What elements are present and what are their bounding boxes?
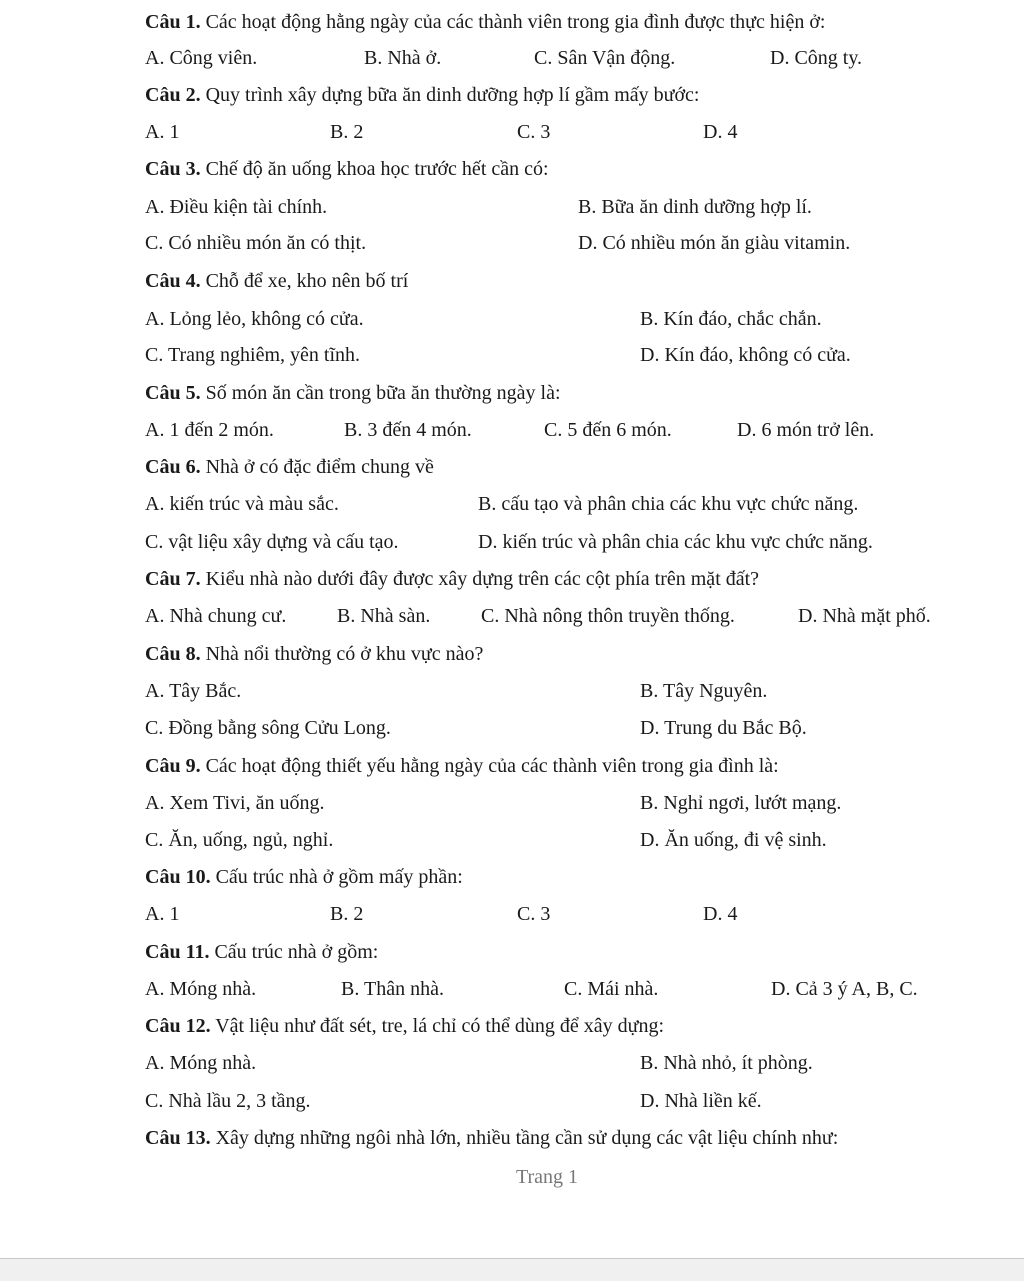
question-9 (145, 754, 1024, 778)
options-row (0, 1089, 1024, 1113)
question-number: Câu 1. (145, 11, 201, 33)
question-text: Xây dựng những ngôi nhà lớn, nhiều tầng cần sử dụng các vật liệu chính như: (210, 1127, 839, 1149)
option-b: B. Nhà nhỏ, ít phòng. (640, 1052, 813, 1074)
options-row (0, 716, 1024, 740)
question-text: Nhà nổi thường có ở khu vực nào? (200, 643, 484, 665)
question-8 (145, 642, 1024, 666)
options-row (0, 791, 1024, 815)
question-number: Câu 4. (145, 270, 201, 292)
options-row (0, 46, 1024, 70)
option-b: B. 2 (330, 903, 364, 925)
option-b: B. 3 đến 4 món. (344, 419, 472, 441)
options-row (0, 343, 1024, 367)
option-d: D. Ăn uống, đi vệ sinh. (640, 829, 827, 851)
option-a: A. kiến trúc và màu sắc. (145, 493, 339, 515)
option-a: A. Lỏng lẻo, không có cửa. (145, 308, 364, 330)
option-d: D. Công ty. (770, 47, 863, 69)
option-b: B. cấu tạo và phân chia các khu vực chức năng. (478, 493, 859, 515)
option-b: B. Tây Nguyên. (640, 680, 768, 702)
option-b: B. Nhà ở. (364, 47, 442, 69)
option-a: A. 1 (145, 903, 180, 925)
option-b: B. 2 (330, 121, 364, 143)
question-5 (145, 381, 1024, 405)
options-row (0, 604, 1024, 628)
question-text: Chỗ để xe, kho nên bố trí (200, 270, 409, 292)
question-number: Câu 6. (145, 456, 201, 478)
question-12 (145, 1014, 1024, 1038)
options-row (0, 977, 1024, 1001)
options-row (0, 679, 1024, 703)
question-number: Câu 12. (145, 1015, 211, 1037)
option-b: B. Kín đáo, chắc chắn. (640, 308, 822, 330)
option-b: B. Bữa ăn dinh dưỡng hợp lí. (578, 196, 812, 218)
option-a: A. Tây Bắc. (145, 680, 242, 702)
option-c: C. vật liệu xây dựng và cấu tạo. (145, 531, 399, 553)
option-c: C. Nhà nông thôn truyền thống. (481, 605, 735, 627)
option-a: A. Móng nhà. (145, 978, 257, 1000)
option-b: B. Nhà sàn. (337, 605, 431, 627)
options-row (0, 307, 1024, 331)
option-c: C. Mái nhà. (564, 978, 659, 1000)
option-d: D. Nhà mặt phố. (798, 605, 931, 627)
question-number: Câu 9. (145, 755, 201, 777)
option-c: C. Sân Vận động. (534, 47, 676, 69)
question-11 (145, 940, 1024, 964)
question-13 (145, 1126, 1024, 1150)
options-row (0, 828, 1024, 852)
question-10 (145, 865, 1024, 889)
option-c: C. 5 đến 6 món. (544, 419, 672, 441)
question-text: Chế độ ăn uống khoa học trước hết cần có: (200, 158, 549, 180)
option-a: A. Nhà chung cư. (145, 605, 287, 627)
option-b: B. Nghỉ ngơi, lướt mạng. (640, 792, 842, 814)
question-6 (145, 455, 1024, 479)
options-row (0, 195, 1024, 219)
question-text: Số món ăn cần trong bữa ăn thường ngày là: (200, 382, 561, 404)
question-number: Câu 10. (145, 866, 211, 888)
option-b: B. Thân nhà. (341, 978, 444, 1000)
question-number: Câu 5. (145, 382, 201, 404)
question-number: Câu 13. (145, 1127, 211, 1149)
question-number: Câu 3. (145, 158, 201, 180)
viewer-bottom-bar (0, 1258, 1024, 1281)
question-text: Quy trình xây dựng bữa ăn dinh dưỡng hợp lí gầm mấy bước: (200, 84, 700, 106)
option-d: D. Trung du Bắc Bộ. (640, 717, 807, 739)
options-row (0, 530, 1024, 554)
options-row (0, 120, 1024, 144)
question-number: Câu 2. (145, 84, 201, 106)
option-a: A. Xem Tivi, ăn uống. (145, 792, 325, 814)
options-row (0, 902, 1024, 926)
option-d: D. 4 (703, 121, 738, 143)
question-text: Nhà ở có đặc điểm chung về (200, 456, 434, 478)
option-c: C. Ăn, uống, ngủ, nghỉ. (145, 829, 334, 851)
question-text: Các hoạt động hằng ngày của các thành viên trong gia đình được thực hiện ở: (200, 11, 826, 33)
option-d: D. Cả 3 ý A, B, C. (771, 978, 918, 1000)
option-a: A. Móng nhà. (145, 1052, 257, 1074)
option-c: C. Nhà lầu 2, 3 tầng. (145, 1090, 311, 1112)
options-row (0, 231, 1024, 255)
options-row (0, 492, 1024, 516)
options-row (0, 418, 1024, 442)
question-4 (145, 269, 1024, 293)
question-text: Các hoạt động thiết yếu hằng ngày của các thành viên trong gia đình là: (200, 755, 779, 777)
option-c: C. Có nhiều món ăn có thịt. (145, 232, 367, 254)
option-a: A. Điều kiện tài chính. (145, 196, 328, 218)
question-text: Vật liệu như đất sét, tre, lá chỉ có thể dùng để xây dựng: (210, 1015, 664, 1037)
option-a: A. 1 đến 2 món. (145, 419, 274, 441)
question-7 (145, 567, 1024, 591)
options-row (0, 1051, 1024, 1075)
option-d: D. 4 (703, 903, 738, 925)
question-text: Cấu trúc nhà ở gồm: (209, 941, 379, 963)
question-text: Cấu trúc nhà ở gồm mấy phần: (210, 866, 463, 888)
option-d: D. Có nhiều món ăn giàu vitamin. (578, 232, 851, 254)
option-d: D. kiến trúc và phân chia các khu vực chức năng. (478, 531, 873, 553)
question-number: Câu 7. (145, 568, 201, 590)
option-c: C. Trang nghiêm, yên tĩnh. (145, 344, 361, 366)
option-c: C. 3 (517, 121, 551, 143)
question-3 (145, 157, 1024, 181)
question-2 (145, 83, 1024, 107)
option-d: D. Nhà liền kế. (640, 1090, 762, 1112)
question-number: Câu 8. (145, 643, 201, 665)
option-c: C. Đồng bằng sông Cửu Long. (145, 717, 391, 739)
page-number: Trang 1 (515, 1166, 579, 1188)
option-a: A. 1 (145, 121, 180, 143)
question-number: Câu 11. (145, 941, 210, 963)
question-text: Kiểu nhà nào dưới đây được xây dựng trên các cột phía trên mặt đất? (200, 568, 760, 590)
option-d: D. 6 món trở lên. (737, 419, 875, 441)
option-c: C. 3 (517, 903, 551, 925)
question-1 (145, 10, 1024, 34)
option-d: D. Kín đáo, không có cửa. (640, 344, 851, 366)
option-a: A. Công viên. (145, 47, 258, 69)
